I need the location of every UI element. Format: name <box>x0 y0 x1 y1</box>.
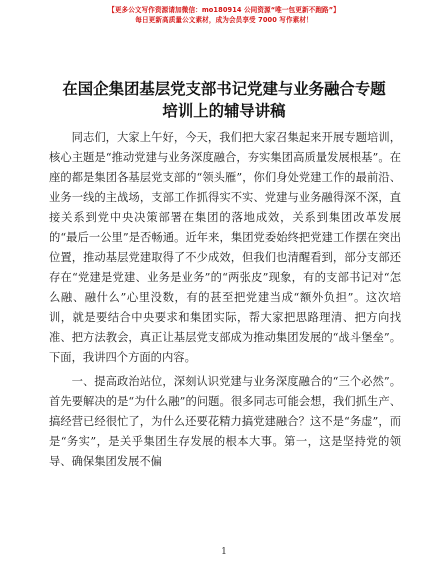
document-title: 在国企集团基层党支部书记党建与业务融合专题培训上的辅导讲稿 <box>62 80 386 120</box>
body-paragraph-intro: 同志们，大家上午好，今天，我们把大家召集起来开展专题培训，核心主题是“推动党建与业务深度融合，夯实集团高质量发展根基”。在座的都是集团各基层党支部的“领头雁”，你们身处党建工作的最前沿、业务一线的主战场，支部工作抓得实不实、党建与业务融得深不深，直接关系到党中央决策部署在集团的落地成效，关系到集团改革发展的“最后一公里”是否畅通。近年来，集团党委始终把党建工作摆在突出位置，推动基层党建取得了不少成效，但我们也清醒看到，部分支部还存在“党建是党建、业务是业务”的“两张皮”现象，有的支部书记对“怎么融、融什么”心里没数，有的甚至把党建当成“额外负担”。这次培训，就是要结合中央要求和集团实际，帮大家把思路理清、把方向找准、把方法教会，真正让基层党支部成为推动集团发展的“战斗堡垒”。下面，我讲四个方面的内容。 <box>49 131 401 364</box>
body-paragraph-section-1: 一、提高政治站位，深刻认识党建与业务深度融合的“三个必然”。首先要解决的是“为什么融”的问题。很多同志可能会想，我们抓生产、搞经营已经很忙了，为什么还要花精力搞党建融合？这不是“务虚”，而是“务实”，是关乎集团生存发展的根本大事。第一，这是坚持党的领导、确保集团发展不偏 <box>49 375 401 468</box>
promo-banner-line-1: 【更多公文写作资源请加微信：mo180914 公同资源“唯一包更新不跑路”】 <box>108 6 340 14</box>
document-body <box>49 128 401 472</box>
promo-banner-line-2: 每日更新高质量公文素材，成为会员享受 7000 写作素材！ <box>135 16 313 24</box>
page-number: 1 <box>221 547 227 557</box>
